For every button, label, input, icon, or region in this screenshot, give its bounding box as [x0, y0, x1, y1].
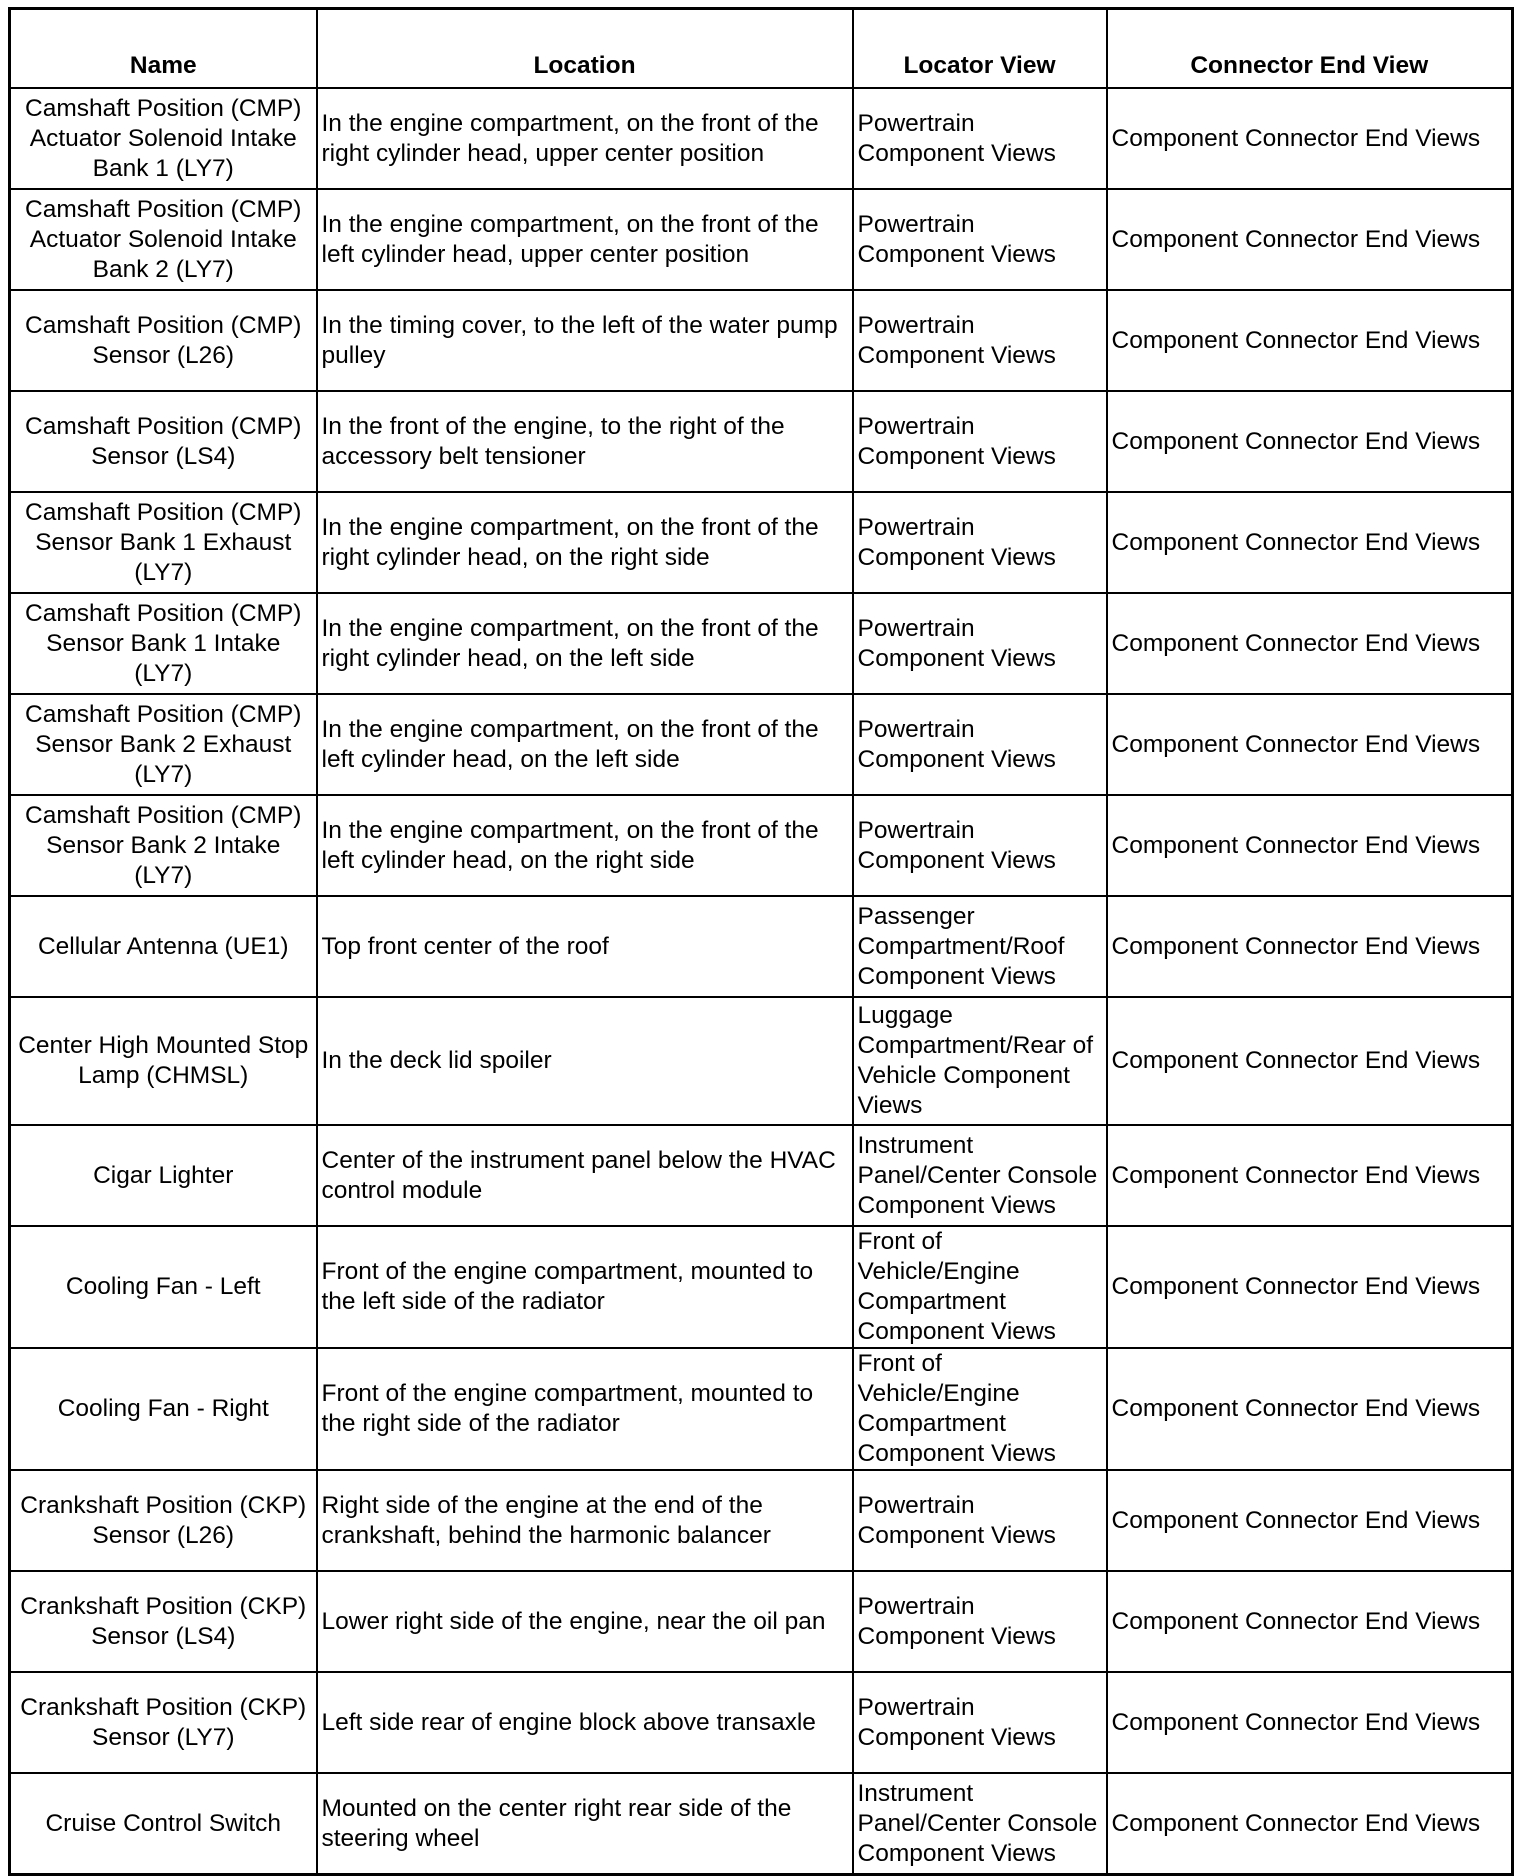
cell-connector-end-view: Component Connector End Views: [1107, 896, 1513, 997]
cell-location: In the engine compartment, on the front of the left cylinder head, upper center position: [317, 189, 853, 290]
cell-connector-end-view: Component Connector End Views: [1107, 1226, 1513, 1348]
cell-location: In the engine compartment, on the front of the right cylinder head, upper center position: [317, 88, 853, 189]
cell-locator-view: Powertrain Component Views: [853, 1470, 1107, 1571]
table-row: [10, 1773, 1513, 1875]
cell-locator-view: Powertrain Component Views: [853, 694, 1107, 795]
cell-name: Camshaft Position (CMP) Sensor Bank 1 Exhaust (LY7): [10, 492, 317, 593]
cell-locator-view: Powertrain Component Views: [853, 1672, 1107, 1773]
header-connector-end-view: Connector End View: [1107, 9, 1513, 89]
cell-locator-view: Powertrain Component Views: [853, 1571, 1107, 1672]
table-row: [10, 1125, 1513, 1226]
component-locator-table: [8, 7, 1514, 1876]
cell-location: In the engine compartment, on the front of the left cylinder head, on the left side: [317, 694, 853, 795]
cell-connector-end-view: Component Connector End Views: [1107, 391, 1513, 492]
cell-name: Cooling Fan - Right: [10, 1348, 317, 1470]
cell-name: Crankshaft Position (CKP) Sensor (LS4): [10, 1571, 317, 1672]
cell-connector-end-view: Component Connector End Views: [1107, 1348, 1513, 1470]
cell-connector-end-view: Component Connector End Views: [1107, 1470, 1513, 1571]
cell-name: Crankshaft Position (CKP) Sensor (L26): [10, 1470, 317, 1571]
table-row: [10, 1226, 1513, 1348]
table-row: [10, 694, 1513, 795]
table-row: [10, 391, 1513, 492]
cell-name: Cooling Fan - Left: [10, 1226, 317, 1348]
cell-location: In the engine compartment, on the front of the right cylinder head, on the right side: [317, 492, 853, 593]
cell-locator-view: Instrument Panel/Center Console Component Views: [853, 1773, 1107, 1875]
cell-locator-view: Powertrain Component Views: [853, 88, 1107, 189]
cell-location: In the engine compartment, on the front of the right cylinder head, on the left side: [317, 593, 853, 694]
cell-location: In the deck lid spoiler: [317, 997, 853, 1125]
cell-connector-end-view: Component Connector End Views: [1107, 492, 1513, 593]
cell-connector-end-view: Component Connector End Views: [1107, 593, 1513, 694]
cell-name: Camshaft Position (CMP) Sensor Bank 2 Intake (LY7): [10, 795, 317, 896]
cell-location: Center of the instrument panel below the HVAC control module: [317, 1125, 853, 1226]
cell-name: Camshaft Position (CMP) Actuator Solenoid Intake Bank 1 (LY7): [10, 88, 317, 189]
cell-locator-view: Passenger Compartment/Roof Component Views: [853, 896, 1107, 997]
cell-name: Cigar Lighter: [10, 1125, 317, 1226]
cell-location: Left side rear of engine block above transaxle: [317, 1672, 853, 1773]
cell-connector-end-view: Component Connector End Views: [1107, 88, 1513, 189]
cell-location: Mounted on the center right rear side of the steering wheel: [317, 1773, 853, 1875]
header-location: Location: [317, 9, 853, 89]
cell-connector-end-view: Component Connector End Views: [1107, 1125, 1513, 1226]
table-row: [10, 189, 1513, 290]
cell-location: In the front of the engine, to the right of the accessory belt tensioner: [317, 391, 853, 492]
cell-connector-end-view: Component Connector End Views: [1107, 795, 1513, 896]
cell-name: Camshaft Position (CMP) Sensor (LS4): [10, 391, 317, 492]
cell-locator-view: Powertrain Component Views: [853, 492, 1107, 593]
cell-locator-view: Powertrain Component Views: [853, 391, 1107, 492]
table-row: [10, 1571, 1513, 1672]
table-row: [10, 593, 1513, 694]
cell-name: Camshaft Position (CMP) Sensor Bank 1 Intake (LY7): [10, 593, 317, 694]
cell-locator-view: Powertrain Component Views: [853, 189, 1107, 290]
cell-location: In the engine compartment, on the front of the left cylinder head, on the right side: [317, 795, 853, 896]
cell-locator-view: Powertrain Component Views: [853, 290, 1107, 391]
cell-connector-end-view: Component Connector End Views: [1107, 694, 1513, 795]
header-locator-view: Locator View: [853, 9, 1107, 89]
header-name: Name: [10, 9, 317, 89]
cell-locator-view: Luggage Compartment/Rear of Vehicle Component Views: [853, 997, 1107, 1125]
cell-location: Front of the engine compartment, mounted to the right side of the radiator: [317, 1348, 853, 1470]
cell-name: Cruise Control Switch: [10, 1773, 317, 1875]
cell-locator-view: Front of Vehicle/Engine Compartment Component Views: [853, 1226, 1107, 1348]
cell-name: Camshaft Position (CMP) Sensor (L26): [10, 290, 317, 391]
cell-name: Cellular Antenna (UE1): [10, 896, 317, 997]
cell-connector-end-view: Component Connector End Views: [1107, 290, 1513, 391]
table-row: [10, 492, 1513, 593]
cell-location: Top front center of the roof: [317, 896, 853, 997]
table-row: [10, 795, 1513, 896]
table-row: [10, 1470, 1513, 1571]
cell-connector-end-view: Component Connector End Views: [1107, 997, 1513, 1125]
table-header-row: [10, 9, 1513, 89]
cell-connector-end-view: Component Connector End Views: [1107, 1773, 1513, 1875]
cell-name: Center High Mounted Stop Lamp (CHMSL): [10, 997, 317, 1125]
cell-locator-view: Powertrain Component Views: [853, 593, 1107, 694]
component-locator-sheet: [8, 7, 1514, 1876]
table-row: [10, 1672, 1513, 1773]
cell-locator-view: Instrument Panel/Center Console Component Views: [853, 1125, 1107, 1226]
table-row: [10, 88, 1513, 189]
cell-locator-view: Front of Vehicle/Engine Compartment Component Views: [853, 1348, 1107, 1470]
table-row: [10, 1348, 1513, 1470]
cell-location: Front of the engine compartment, mounted to the left side of the radiator: [317, 1226, 853, 1348]
table-row: [10, 896, 1513, 997]
cell-locator-view: Powertrain Component Views: [853, 795, 1107, 896]
cell-location: In the timing cover, to the left of the water pump pulley: [317, 290, 853, 391]
table-row: [10, 290, 1513, 391]
table-row: [10, 997, 1513, 1125]
cell-name: Camshaft Position (CMP) Sensor Bank 2 Exhaust (LY7): [10, 694, 317, 795]
cell-connector-end-view: Component Connector End Views: [1107, 189, 1513, 290]
cell-connector-end-view: Component Connector End Views: [1107, 1571, 1513, 1672]
cell-location: Lower right side of the engine, near the oil pan: [317, 1571, 853, 1672]
cell-name: Crankshaft Position (CKP) Sensor (LY7): [10, 1672, 317, 1773]
cell-connector-end-view: Component Connector End Views: [1107, 1672, 1513, 1773]
cell-name: Camshaft Position (CMP) Actuator Solenoid Intake Bank 2 (LY7): [10, 189, 317, 290]
cell-location: Right side of the engine at the end of the crankshaft, behind the harmonic balancer: [317, 1470, 853, 1571]
